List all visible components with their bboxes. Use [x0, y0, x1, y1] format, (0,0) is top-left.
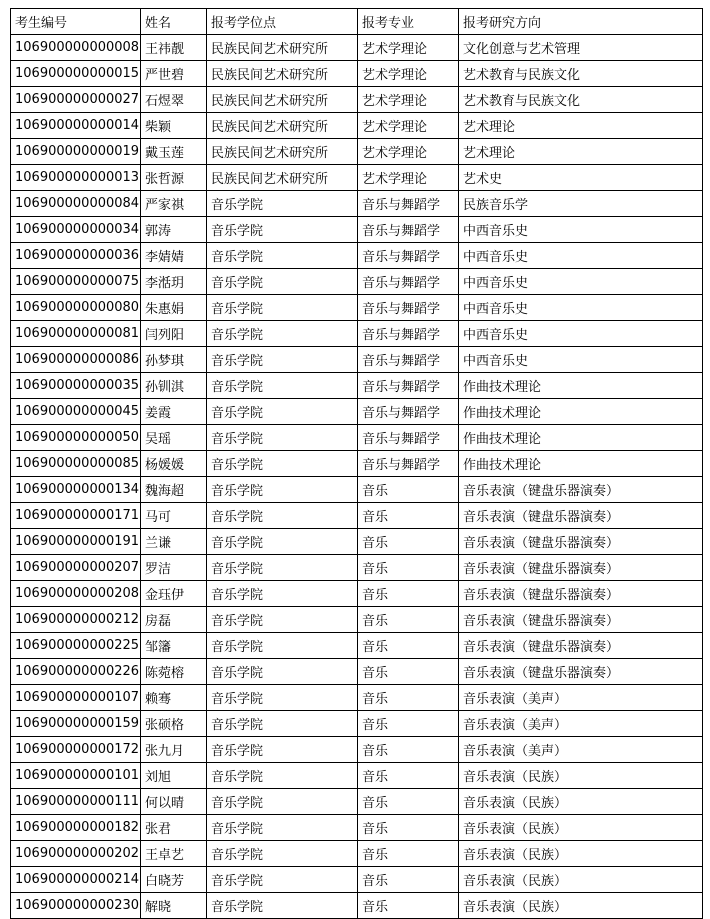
table-row: [11, 893, 703, 919]
research-direction-cell: 音乐表演（键盘乐器演奏）: [459, 529, 703, 555]
candidate-id-cell: 106900000000080: [11, 295, 141, 321]
candidate-id-cell: 106900000000034: [11, 217, 141, 243]
candidate-id-cell: 106900000000050: [11, 425, 141, 451]
table-row: [11, 373, 703, 399]
candidate-id-cell: 106900000000036: [11, 243, 141, 269]
research-direction-cell: 音乐表演（键盘乐器演奏）: [459, 503, 703, 529]
table-row: [11, 529, 703, 555]
major-cell: 音乐与舞蹈学: [358, 295, 459, 321]
header-row: [11, 9, 703, 35]
major-cell: 艺术学理论: [358, 165, 459, 191]
table-row: [11, 87, 703, 113]
degree-program-cell: 音乐学院: [207, 763, 358, 789]
table-row: [11, 191, 703, 217]
research-direction-cell: 音乐表演（民族）: [459, 841, 703, 867]
research-direction-cell: 作曲技术理论: [459, 373, 703, 399]
research-direction-cell: 音乐表演（键盘乐器演奏）: [459, 607, 703, 633]
major-cell: 音乐与舞蹈学: [358, 217, 459, 243]
table-row: [11, 321, 703, 347]
candidate-id-cell: 106900000000230: [11, 893, 141, 919]
research-direction-cell: 音乐表演（民族）: [459, 893, 703, 919]
research-direction-cell: 音乐表演（键盘乐器演奏）: [459, 555, 703, 581]
table-row: [11, 113, 703, 139]
major-cell: 艺术学理论: [358, 139, 459, 165]
degree-program-cell: 民族民间艺术研究所: [207, 113, 358, 139]
candidate-id-cell: 106900000000191: [11, 529, 141, 555]
research-direction-cell: 中西音乐史: [459, 217, 703, 243]
research-direction-cell: 作曲技术理论: [459, 451, 703, 477]
degree-program-cell: 音乐学院: [207, 399, 358, 425]
name-cell: 张硕格: [141, 711, 207, 737]
name-cell: 孙梦琪: [141, 347, 207, 373]
degree-program-cell: 音乐学院: [207, 737, 358, 763]
major-cell: 音乐: [358, 529, 459, 555]
candidate-id-cell: 106900000000226: [11, 659, 141, 685]
name-cell: 杨媛媛: [141, 451, 207, 477]
candidate-id-cell: 106900000000111: [11, 789, 141, 815]
candidate-id-cell: 106900000000107: [11, 685, 141, 711]
degree-program-cell: 音乐学院: [207, 217, 358, 243]
table-row: [11, 789, 703, 815]
degree-program-cell: 音乐学院: [207, 711, 358, 737]
table-row: [11, 711, 703, 737]
degree-program-cell: 音乐学院: [207, 269, 358, 295]
major-cell: 音乐与舞蹈学: [358, 347, 459, 373]
research-direction-cell: 音乐表演（美声）: [459, 711, 703, 737]
table-row: [11, 243, 703, 269]
major-cell: 音乐: [358, 737, 459, 763]
major-cell: 音乐: [358, 555, 459, 581]
table-row: [11, 737, 703, 763]
research-direction-cell: 民族音乐学: [459, 191, 703, 217]
candidate-id-cell: 106900000000081: [11, 321, 141, 347]
research-direction-cell: 音乐表演（民族）: [459, 815, 703, 841]
candidate-id-cell: 106900000000134: [11, 477, 141, 503]
candidate-id-cell: 106900000000045: [11, 399, 141, 425]
name-cell: 白晓芳: [141, 867, 207, 893]
table-row: [11, 685, 703, 711]
major-cell: 音乐: [358, 711, 459, 737]
name-cell: 魏海超: [141, 477, 207, 503]
name-cell: 柴颖: [141, 113, 207, 139]
name-cell: 陈菀榕: [141, 659, 207, 685]
candidate-id-cell: 106900000000225: [11, 633, 141, 659]
research-direction-cell: 音乐表演（键盘乐器演奏）: [459, 581, 703, 607]
name-cell: 严家祺: [141, 191, 207, 217]
name-cell: 吴瑶: [141, 425, 207, 451]
degree-program-cell: 音乐学院: [207, 685, 358, 711]
research-direction-cell: 艺术理论: [459, 139, 703, 165]
table-row: [11, 139, 703, 165]
table-row: [11, 477, 703, 503]
candidate-id-cell: 106900000000172: [11, 737, 141, 763]
major-cell: 艺术学理论: [358, 113, 459, 139]
major-cell: 音乐: [358, 763, 459, 789]
header-research-direction: 报考研究方向: [459, 9, 703, 35]
major-cell: 音乐: [358, 685, 459, 711]
candidate-id-cell: 106900000000101: [11, 763, 141, 789]
table-row: [11, 425, 703, 451]
name-cell: 金珏伊: [141, 581, 207, 607]
degree-program-cell: 音乐学院: [207, 451, 358, 477]
candidate-id-cell: 106900000000035: [11, 373, 141, 399]
name-cell: 邹籓: [141, 633, 207, 659]
candidate-id-cell: 106900000000182: [11, 815, 141, 841]
degree-program-cell: 音乐学院: [207, 373, 358, 399]
table-row: [11, 763, 703, 789]
header-degree-program: 报考学位点: [207, 9, 358, 35]
degree-program-cell: 音乐学院: [207, 347, 358, 373]
degree-program-cell: 音乐学院: [207, 321, 358, 347]
name-cell: 解晓: [141, 893, 207, 919]
candidate-id-cell: 106900000000075: [11, 269, 141, 295]
degree-program-cell: 音乐学院: [207, 555, 358, 581]
degree-program-cell: 音乐学院: [207, 867, 358, 893]
table-row: [11, 347, 703, 373]
name-cell: 严世碧: [141, 61, 207, 87]
name-cell: 李湉玥: [141, 269, 207, 295]
research-direction-cell: 音乐表演（民族）: [459, 789, 703, 815]
major-cell: 音乐与舞蹈学: [358, 399, 459, 425]
research-direction-cell: 艺术教育与民族文化: [459, 87, 703, 113]
header-major: 报考专业: [358, 9, 459, 35]
research-direction-cell: 音乐表演（键盘乐器演奏）: [459, 659, 703, 685]
degree-program-cell: 民族民间艺术研究所: [207, 139, 358, 165]
degree-program-cell: 民族民间艺术研究所: [207, 61, 358, 87]
research-direction-cell: 文化创意与艺术管理: [459, 35, 703, 61]
major-cell: 音乐与舞蹈学: [358, 321, 459, 347]
name-cell: 何以晴: [141, 789, 207, 815]
name-cell: 闫列阳: [141, 321, 207, 347]
name-cell: 郭涛: [141, 217, 207, 243]
candidate-id-cell: 106900000000013: [11, 165, 141, 191]
header-name: 姓名: [141, 9, 207, 35]
table-row: [11, 295, 703, 321]
name-cell: 朱惠娟: [141, 295, 207, 321]
name-cell: 王祎靓: [141, 35, 207, 61]
table-row: [11, 607, 703, 633]
name-cell: 王卓艺: [141, 841, 207, 867]
major-cell: 音乐: [358, 815, 459, 841]
degree-program-cell: 音乐学院: [207, 529, 358, 555]
degree-program-cell: 音乐学院: [207, 633, 358, 659]
research-direction-cell: 艺术理论: [459, 113, 703, 139]
table-row: [11, 451, 703, 477]
candidate-id-cell: 106900000000015: [11, 61, 141, 87]
name-cell: 张哲源: [141, 165, 207, 191]
degree-program-cell: 民族民间艺术研究所: [207, 35, 358, 61]
major-cell: 艺术学理论: [358, 87, 459, 113]
name-cell: 赖骞: [141, 685, 207, 711]
candidate-id-cell: 106900000000202: [11, 841, 141, 867]
major-cell: 音乐: [358, 841, 459, 867]
table-row: [11, 633, 703, 659]
table-row: [11, 217, 703, 243]
research-direction-cell: 音乐表演（键盘乐器演奏）: [459, 633, 703, 659]
degree-program-cell: 音乐学院: [207, 191, 358, 217]
table-row: [11, 165, 703, 191]
name-cell: 房磊: [141, 607, 207, 633]
research-direction-cell: 作曲技术理论: [459, 425, 703, 451]
research-direction-cell: 音乐表演（美声）: [459, 685, 703, 711]
major-cell: 艺术学理论: [358, 61, 459, 87]
major-cell: 音乐: [358, 789, 459, 815]
research-direction-cell: 艺术史: [459, 165, 703, 191]
table-body: [11, 35, 703, 919]
research-direction-cell: 音乐表演（键盘乐器演奏）: [459, 477, 703, 503]
name-cell: 张君: [141, 815, 207, 841]
candidate-id-cell: 106900000000014: [11, 113, 141, 139]
major-cell: 音乐: [358, 607, 459, 633]
research-direction-cell: 中西音乐史: [459, 321, 703, 347]
research-direction-cell: 艺术教育与民族文化: [459, 61, 703, 87]
major-cell: 音乐与舞蹈学: [358, 269, 459, 295]
candidate-id-cell: 106900000000212: [11, 607, 141, 633]
research-direction-cell: 中西音乐史: [459, 295, 703, 321]
candidate-table: [10, 8, 703, 919]
name-cell: 罗洁: [141, 555, 207, 581]
header-candidate-id: 考生编号: [11, 9, 141, 35]
degree-program-cell: 音乐学院: [207, 607, 358, 633]
research-direction-cell: 音乐表演（民族）: [459, 763, 703, 789]
candidate-id-cell: 106900000000159: [11, 711, 141, 737]
major-cell: 音乐: [358, 477, 459, 503]
table-row: [11, 581, 703, 607]
degree-program-cell: 音乐学院: [207, 243, 358, 269]
degree-program-cell: 音乐学院: [207, 425, 358, 451]
degree-program-cell: 音乐学院: [207, 841, 358, 867]
table-row: [11, 659, 703, 685]
name-cell: 石煜翠: [141, 87, 207, 113]
table-row: [11, 555, 703, 581]
name-cell: 姜霞: [141, 399, 207, 425]
degree-program-cell: 音乐学院: [207, 581, 358, 607]
degree-program-cell: 音乐学院: [207, 659, 358, 685]
major-cell: 音乐与舞蹈学: [358, 425, 459, 451]
major-cell: 音乐与舞蹈学: [358, 191, 459, 217]
table-row: [11, 815, 703, 841]
degree-program-cell: 音乐学院: [207, 789, 358, 815]
research-direction-cell: 中西音乐史: [459, 347, 703, 373]
name-cell: 戴玉莲: [141, 139, 207, 165]
degree-program-cell: 音乐学院: [207, 893, 358, 919]
degree-program-cell: 音乐学院: [207, 295, 358, 321]
major-cell: 音乐: [358, 659, 459, 685]
candidate-id-cell: 106900000000214: [11, 867, 141, 893]
degree-program-cell: 民族民间艺术研究所: [207, 87, 358, 113]
major-cell: 音乐: [358, 867, 459, 893]
degree-program-cell: 音乐学院: [207, 477, 358, 503]
major-cell: 音乐: [358, 633, 459, 659]
name-cell: 张九月: [141, 737, 207, 763]
candidate-id-cell: 106900000000027: [11, 87, 141, 113]
table-row: [11, 503, 703, 529]
major-cell: 音乐与舞蹈学: [358, 243, 459, 269]
candidate-id-cell: 106900000000084: [11, 191, 141, 217]
name-cell: 孙钏淇: [141, 373, 207, 399]
candidate-id-cell: 106900000000208: [11, 581, 141, 607]
major-cell: 音乐: [358, 503, 459, 529]
degree-program-cell: 音乐学院: [207, 815, 358, 841]
degree-program-cell: 音乐学院: [207, 503, 358, 529]
major-cell: 音乐与舞蹈学: [358, 373, 459, 399]
major-cell: 音乐与舞蹈学: [358, 451, 459, 477]
candidate-id-cell: 106900000000019: [11, 139, 141, 165]
table-row: [11, 61, 703, 87]
major-cell: 音乐: [358, 581, 459, 607]
name-cell: 兰谦: [141, 529, 207, 555]
research-direction-cell: 音乐表演（美声）: [459, 737, 703, 763]
table-row: [11, 399, 703, 425]
research-direction-cell: 作曲技术理论: [459, 399, 703, 425]
candidate-id-cell: 106900000000008: [11, 35, 141, 61]
table-row: [11, 841, 703, 867]
table-row: [11, 35, 703, 61]
degree-program-cell: 民族民间艺术研究所: [207, 165, 358, 191]
candidate-id-cell: 106900000000085: [11, 451, 141, 477]
name-cell: 马可: [141, 503, 207, 529]
candidate-id-cell: 106900000000086: [11, 347, 141, 373]
name-cell: 刘旭: [141, 763, 207, 789]
table-row: [11, 867, 703, 893]
research-direction-cell: 音乐表演（民族）: [459, 867, 703, 893]
candidate-id-cell: 106900000000207: [11, 555, 141, 581]
table-row: [11, 269, 703, 295]
research-direction-cell: 中西音乐史: [459, 243, 703, 269]
name-cell: 李婧婧: [141, 243, 207, 269]
major-cell: 艺术学理论: [358, 35, 459, 61]
research-direction-cell: 中西音乐史: [459, 269, 703, 295]
major-cell: 音乐: [358, 893, 459, 919]
candidate-id-cell: 106900000000171: [11, 503, 141, 529]
